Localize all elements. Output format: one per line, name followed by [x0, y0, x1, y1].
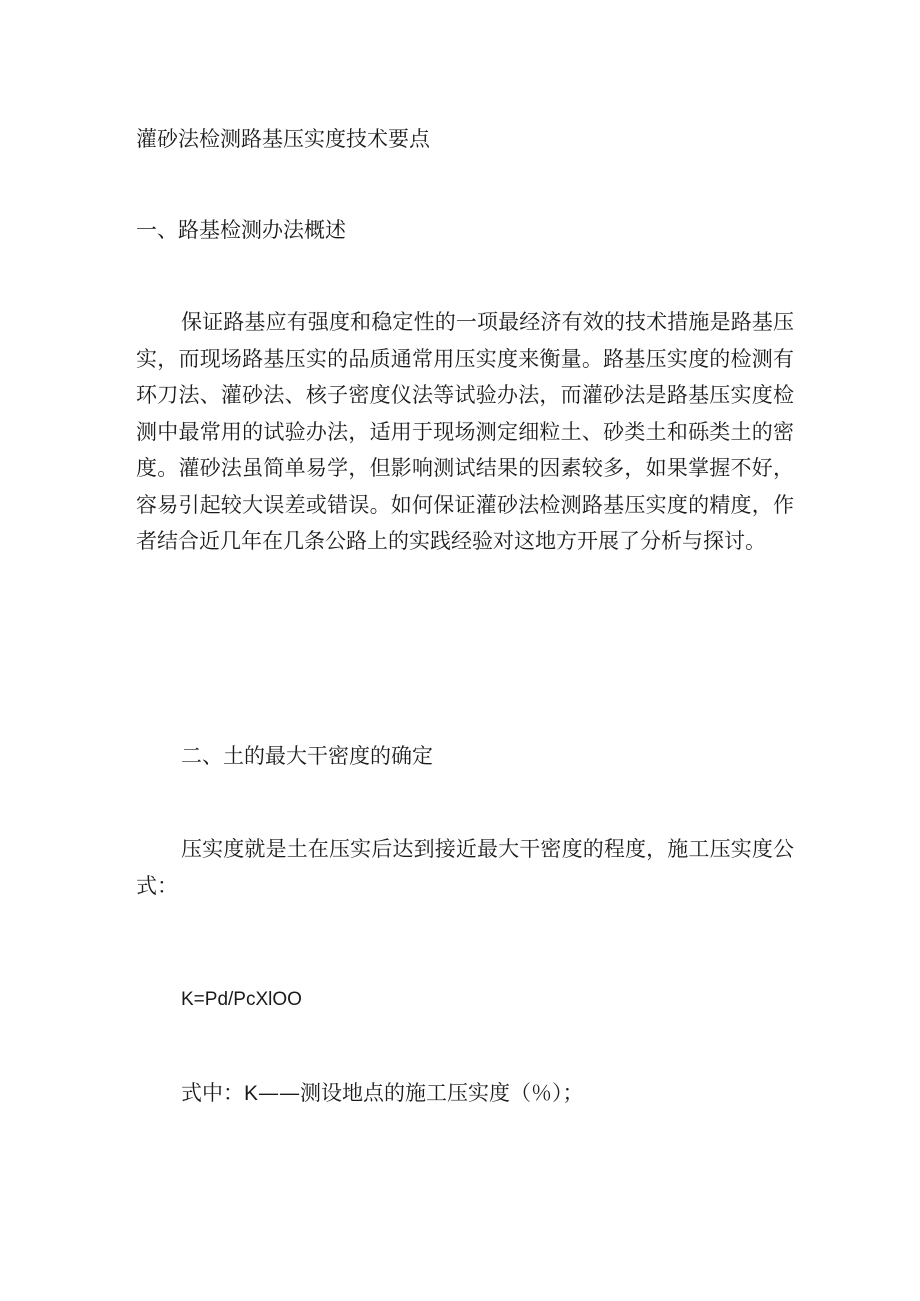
document-title: 灌砂法检测路基压实度技术要点: [136, 127, 430, 151]
section-2-paragraph: 压实度就是土在压实后达到接近最大干密度的程度，施工压实度公式：: [136, 837, 794, 898]
definition-text: ——测设地点的施工压实度（％）；: [258, 1081, 584, 1105]
definition-prefix: 式中：: [181, 1081, 244, 1105]
section-1-heading: 一、路基检测办法概述: [136, 218, 346, 242]
section-1-paragraph: 保证路基应有强度和稳定性的一项最经济有效的技术措施是路基压实，而现场路基压实的品质通常用压实度来衡量。路基压实度的检测有环刀法、灌砂法、核子密度仪法等试验办法，而灌砂法是路基压实度检测中最常用的试验办法，适用于现场测定细粒土、砂类土和砾类土的密度。灌砂法虽简单易学，但影响测试结果的因素较多，如果掌握不好，容易引起较大误差或错误。如何保证灌砂法检测路基压实度的精度，作者结合近几年在几条公路上的实践经验对这地方开展了分析与探讨。: [136, 310, 794, 553]
section-2-heading: 二、土的最大干密度的确定: [181, 744, 433, 768]
formula-definition: [181, 1083, 584, 1104]
compaction-formula: K=Pd/PcXlOO: [181, 989, 302, 1010]
definition-symbol: K: [244, 1082, 259, 1105]
